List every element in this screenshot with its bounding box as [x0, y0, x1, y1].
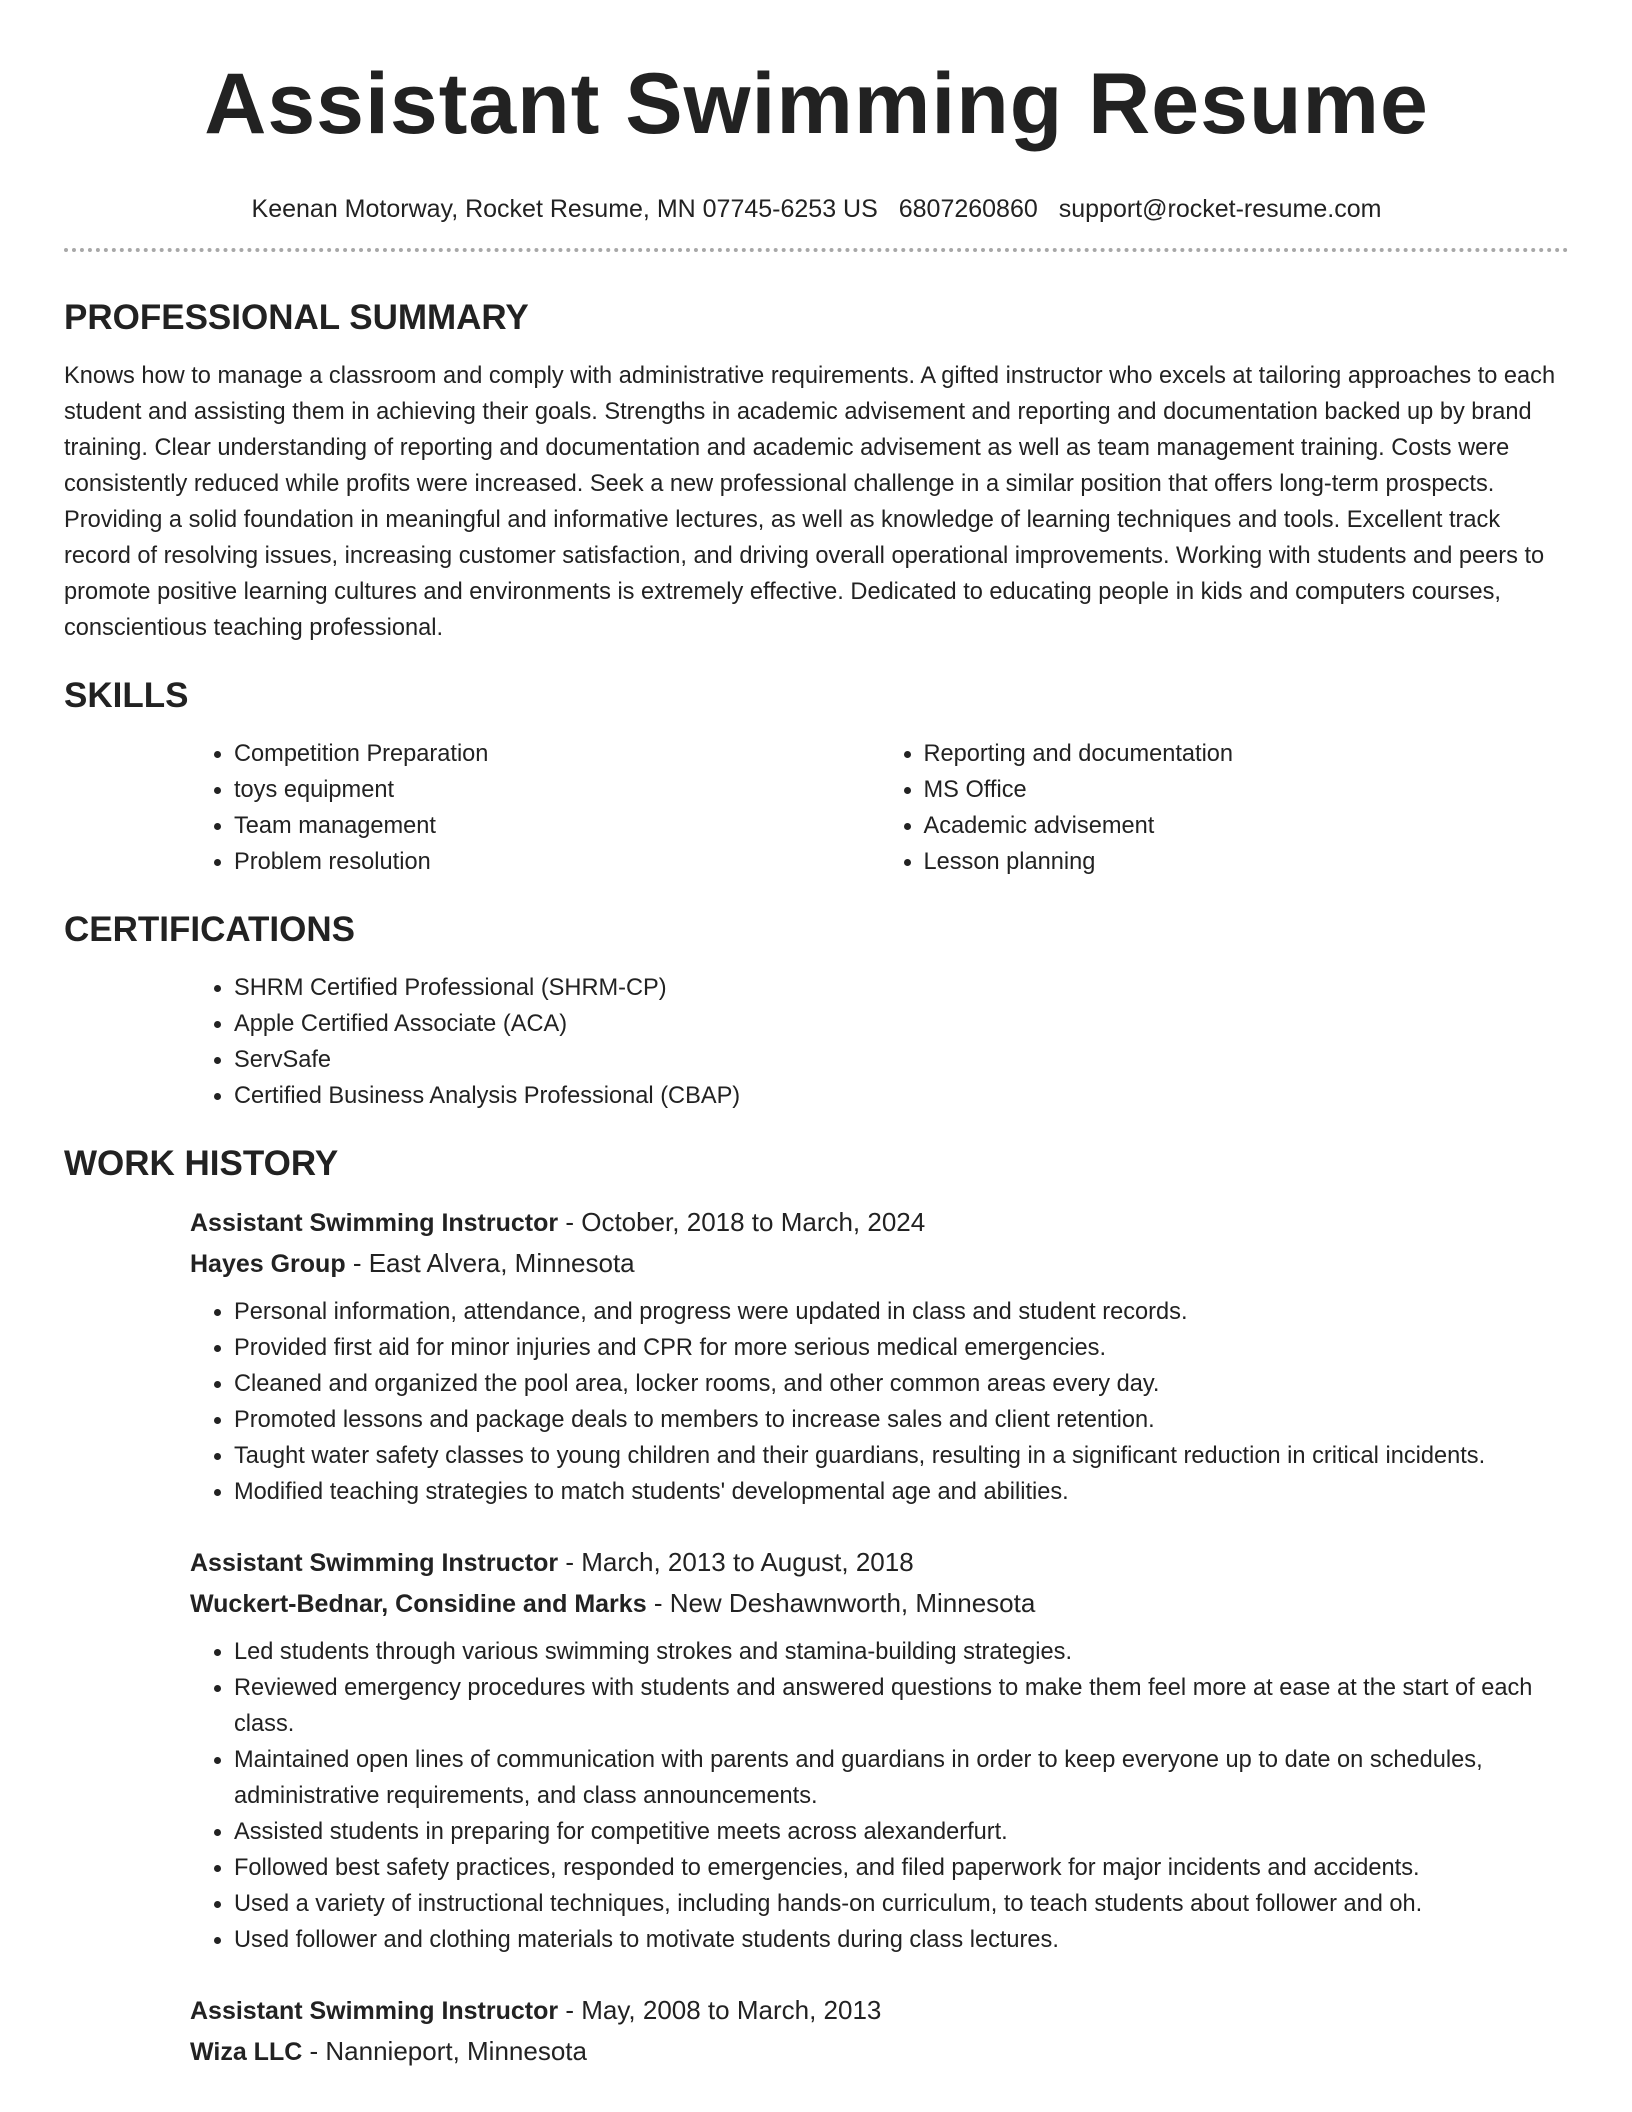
job-bullet: • Maintained open lines of communication with parents and guardians in order to keep everyone up to date on schedules, administrative requirements, and class announcements.	[234, 1742, 1569, 1814]
skill-item: • Competition Preparation	[234, 736, 880, 772]
work-history-section	[64, 1142, 1569, 2072]
job-bullet: • Assisted students in preparing for competitive meets across alexanderfurt.	[234, 1814, 1569, 1850]
job-title-line	[190, 1990, 1569, 2031]
skills-list-left	[190, 736, 880, 880]
skills-heading: SKILLS	[64, 676, 189, 715]
summary-section	[64, 296, 1569, 646]
job-bullet: • Followed best safety practices, responded to emergencies, and filed paperwork for major incidents and accidents.	[234, 1850, 1569, 1886]
job-bullet: • Cleaned and organized the pool area, locker rooms, and other common areas every day.	[234, 1366, 1569, 1402]
skill-item: • Lesson planning	[924, 844, 1570, 880]
job-company: Hayes Group	[190, 1250, 346, 1278]
job-dates: - May, 2008 to March, 2013	[558, 1995, 882, 2025]
job-bullets	[190, 1634, 1569, 1958]
job-company-line	[190, 1243, 1569, 1284]
job-company: Wuckert-Bednar, Considine and Marks	[190, 1590, 647, 1618]
job-bullet: • Used follower and clothing materials to motivate students during class lectures.	[234, 1922, 1569, 1958]
job-dates: - March, 2013 to August, 2018	[558, 1547, 914, 1577]
summary-heading: PROFESSIONAL SUMMARY	[64, 298, 529, 337]
job-location: - East Alvera, Minnesota	[345, 1248, 635, 1278]
job-bullet: • Provided first aid for minor injuries and CPR for more serious medical emergencies.	[234, 1330, 1569, 1366]
job-bullet: • Reviewed emergency procedures with students and answered questions to make them feel more at ease at the start of each class.	[234, 1670, 1569, 1742]
job-company-line	[190, 1583, 1569, 1624]
skill-item: • Team management	[234, 808, 880, 844]
contact-phone: 6807260860	[898, 195, 1038, 223]
skills-grid	[190, 736, 1569, 880]
skill-item: • Academic advisement	[924, 808, 1570, 844]
contact-address: Keenan Motorway, Rocket Resume, MN 07745-6253 US	[251, 195, 878, 223]
certifications-section	[64, 908, 1569, 1114]
skills-list-right	[880, 736, 1570, 880]
job-title: Assistant Swimming Instructor	[190, 1997, 559, 2025]
job-bullet: • Used a variety of instructional techniques, including hands-on curriculum, to teach students about follower and oh.	[234, 1886, 1569, 1922]
contact-line	[64, 192, 1569, 226]
resume-title: Assistant Swimming Resume	[204, 56, 1429, 152]
job-title: Assistant Swimming Instructor	[190, 1549, 559, 1577]
job-dates: - October, 2018 to March, 2024	[558, 1207, 926, 1237]
job-entry	[190, 1542, 1569, 1958]
job-entry	[190, 1990, 1569, 2072]
skill-item: • MS Office	[924, 772, 1570, 808]
skill-item: • Problem resolution	[234, 844, 880, 880]
job-company-line	[190, 2031, 1569, 2072]
job-bullet: • Modified teaching strategies to match students' developmental age and abilities.	[234, 1474, 1569, 1510]
certification-item: • Certified Business Analysis Professional (CBAP)	[234, 1078, 1569, 1114]
skill-item: • toys equipment	[234, 772, 880, 808]
job-entry	[190, 1202, 1569, 1510]
skills-section	[64, 674, 1569, 880]
job-location: - Nannieport, Minnesota	[302, 2036, 587, 2066]
job-bullet: • Taught water safety classes to young children and their guardians, resulting in a significant reduction in critical incidents.	[234, 1438, 1569, 1474]
header-divider	[64, 248, 1569, 252]
contact-email: support@rocket-resume.com	[1058, 195, 1382, 223]
job-title-line	[190, 1542, 1569, 1583]
job-title: Assistant Swimming Instructor	[190, 1209, 559, 1237]
certification-item: • ServSafe	[234, 1042, 1569, 1078]
certifications-list	[190, 970, 1569, 1114]
job-bullets	[190, 1294, 1569, 1510]
certification-item: • SHRM Certified Professional (SHRM-CP)	[234, 970, 1569, 1006]
job-title-line	[190, 1202, 1569, 1243]
job-bullet: • Led students through various swimming strokes and stamina-building strategies.	[234, 1634, 1569, 1670]
job-location: - New Deshawnworth, Minnesota	[646, 1588, 1036, 1618]
job-bullet: • Personal information, attendance, and progress were updated in class and student records.	[234, 1294, 1569, 1330]
work-history-heading: WORK HISTORY	[64, 1144, 339, 1183]
summary-text: Knows how to manage a classroom and comply with administrative requirements. A gifted instructor who excels at tailoring approaches to each student and assisting them in achieving their goals. Strengths in academic advisement and reporting and documentation backed up by brand training. Clear understanding of reporting and documentation and academic advisement as well as team management training. Costs were consistently reduced while profits were increased. Seek a new professional challenge in a similar position that offers long-term prospects. Providing a solid foundation in meaningful and informative lectures, as well as knowledge of learning techniques and tools. Excellent track record of resolving issues, increasing customer satisfaction, and driving overall operational improvements. Working with students and peers to promote positive learning cultures and environments is extremely effective. Dedicated to educating people in kids and computers courses, conscientious teaching professional.	[64, 363, 1556, 641]
skill-item: • Reporting and documentation	[924, 736, 1570, 772]
certification-item: • Apple Certified Associate (ACA)	[234, 1006, 1569, 1042]
job-bullet: • Promoted lessons and package deals to members to increase sales and client retention.	[234, 1402, 1569, 1438]
certifications-heading: CERTIFICATIONS	[64, 910, 356, 949]
job-company: Wiza LLC	[190, 2038, 303, 2066]
resume-page	[64, 0, 1569, 2072]
